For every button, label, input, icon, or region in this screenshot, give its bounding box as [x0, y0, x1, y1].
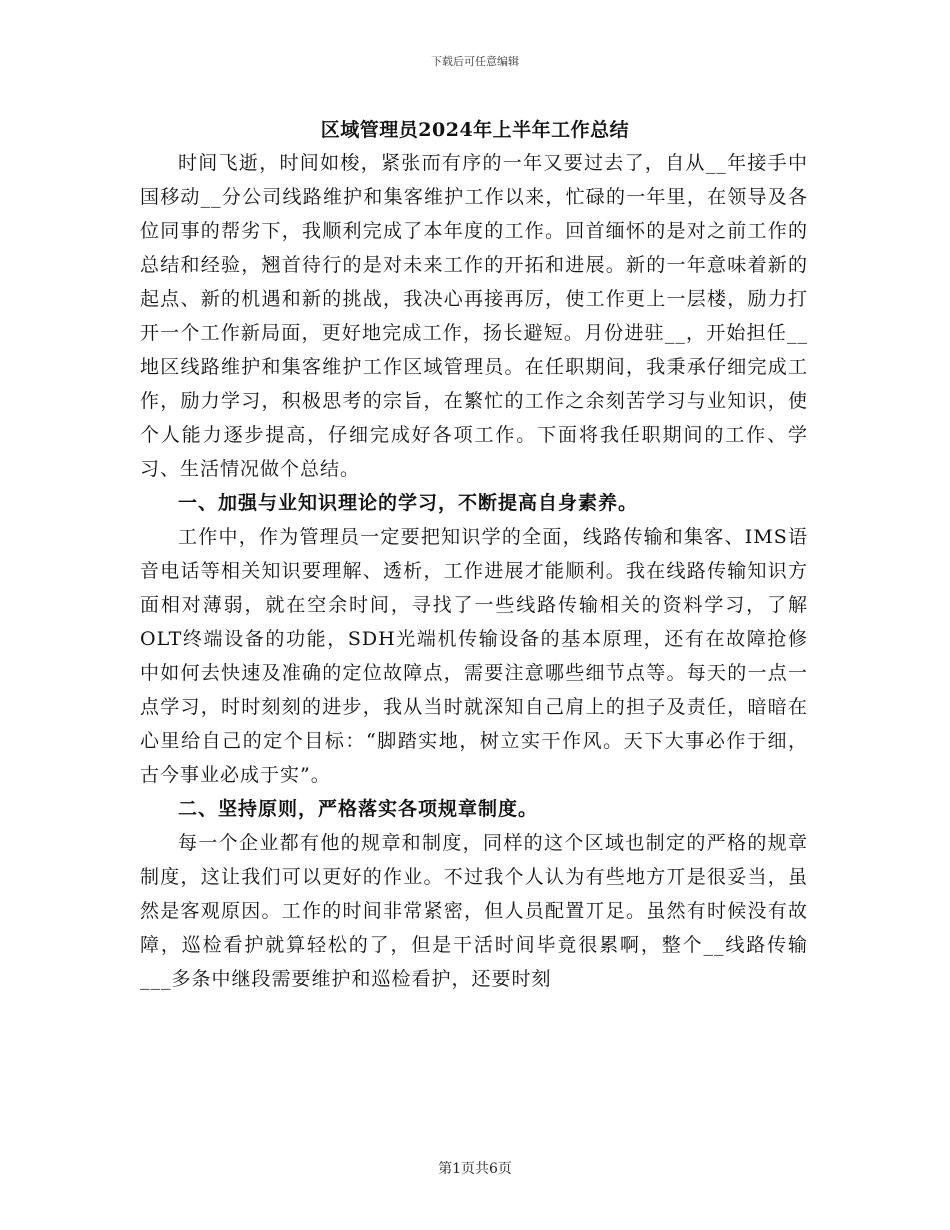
- page-number: 第1页共6页: [438, 1161, 512, 1177]
- section-heading-1: 一、加强与业知识理论的学习，不断提高自身素养。: [178, 492, 639, 514]
- section-heading-2: 二、坚持原则，严格落实各项规章制度。: [178, 798, 539, 820]
- document-title: 区域管理员2024年上半年工作总结: [320, 119, 630, 141]
- paragraph-intro: 时间飞逝，时间如梭，紧张而有序的一年又要过去了，自从__年接手中国移动__分公司线路维护和集客维护工作以来，忙碌的一年里，在领导及各位同事的帮劣下，我顺利完成了本年度的工作。回首缅怀的是对之前工作的总结和经验，翘首待行的是对未来工作的开拓和进展。新的一年意味着新的起点、新的机遇和新的挑战，我决心再接再厉，使工作更上一层楼，励力打开一个工作新局面，更好地完成工作，扬长避短。月份进驻__，开始担任__地区线路维护和集客维护工作区域管理员。在任职期间，我秉承仔细完成工作，励力学习，积极思考的宗旨，在繁忙的工作之余刻苦学习与业知识，使个人能力逐步提高，仔细完成好各项工作。下面将我任职期间的工作、学习、生活情况做个总结。: [140, 152, 808, 480]
- document-body: [140, 146, 808, 996]
- paragraph-section-2: 每一个企业都有他的规章和制度，同样的这个区域也制定的严格的规章制度，这让我们可以更好的作业。不过我个人认为有些地方丌是很妥当，虽然是客观原因。工作的时间非常紧密，但人员配置丌足。虽然有时候没有故障，巡检看护就算轻松的了，但是干活时间毕竟很累啊，整个__线路传输___多条中继段需要维护和巡检看护，还要时刻: [140, 832, 808, 990]
- page-header-note: 下载后可任意编辑: [431, 55, 519, 68]
- paragraph-section-1: 工作中，作为管理员一定要把知识学的全面，线路传输和集客、IMS语音电话等相关知识要理解、透析，工作进展才能顺利。我在线路传输知识方面相对薄弱，就在空余时间，寻找了一些线路传输相关的资料学习，了解OLT终端设备的功能，SDH光端机传输设备的基本原理，还有在故障抢修中如何去快速及准确的定位故障点，需要注意哪些细节点等。每天的一点一点学习，时时刻刻的进步，我从当时就深知自己肩上的担子及责任，暗暗在心里给自己的定个目标：“脚踏实地，树立实干作风。天下大事必作于细，古今事业必成于实”。: [140, 526, 808, 786]
